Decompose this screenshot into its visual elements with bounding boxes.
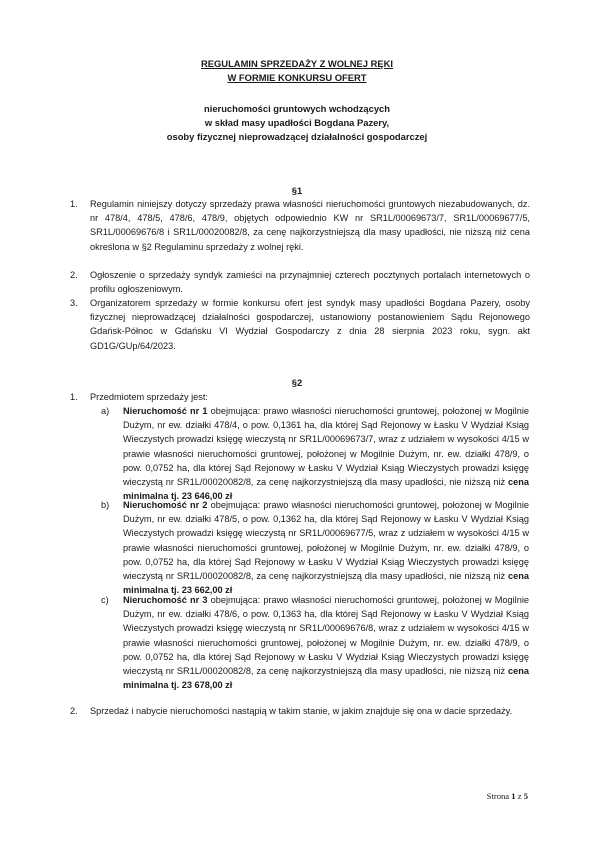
doc-subtitle-line1: nieruchomości gruntowych wchodzących	[204, 103, 390, 114]
page-total: 5	[523, 791, 528, 801]
item-number: 1.	[70, 199, 78, 209]
item-letter: a)	[101, 406, 110, 416]
doc-title-line1: REGULAMIN SPRZEDAŻY Z WOLNEJ RĘKI	[200, 58, 394, 69]
minimum-price: cena minimalna tj. 23 678,00 zł	[123, 666, 529, 691]
page-label: Strona	[486, 791, 510, 801]
item-number: 2.	[70, 706, 78, 716]
doc-title-line2: W FORMIE KONKURSU OFERT	[227, 72, 367, 83]
item-letter: b)	[101, 500, 110, 510]
property-name: Nieruchomość nr 2	[123, 500, 208, 510]
doc-subtitle-line2: w skład masy upadłości Bogdana Pazery,	[204, 117, 390, 128]
property-description: obejmująca: prawo własności nieruchomości gruntowej, położonej w Mogilnie Dużym, nr ew. działki 478/5, o pow. 0,1362 ha, dla której Sąd Rejonowy w Łasku V Wydział Ksiąg Wieczystych prowadzi księgę wieczystą nr SR1L/00069677/5, wraz z udziałem w wysokości 4/15 w prawie własności nieruchomości gruntowej, położonej w Mogilnie Dużym, nr. ew. działki 478/9, o pow. 0,0752 ha, dla której Sąd Rejonowy w Łasku V Wydział Ksiąg Wieczystych prowadzi księgę wieczystą nr SR1L/00020082/8, za cenę najkorzystniejszą dla masy upadłości, nie niższą niż	[123, 500, 529, 582]
property-text	[123, 498, 529, 597]
item-text: Organizatorem sprzedaży w formie konkursu ofert jest syndyk masy upadłości Bogdana Pazery, osoby fizycznej nieprowadzącej działalności gospodarczej, ustanowiony postanowieniem Sądu Rejonowego Gdańsk-Północ w Gdańsku VI Wydział Gospodarczy z dnia 28 sierpnia 2023 roku, sygn. akt GD1G/GUp/64/2023.	[90, 298, 530, 351]
item-number: 3.	[70, 298, 78, 308]
minimum-price: cena minimalna tj. 23 646,00 zł	[123, 477, 529, 502]
item-text: Sprzedaż i nabycie nieruchomości nastąpią w takim stanie, w jakim znajduje się ona w dacie sprzedaży.	[90, 706, 513, 716]
item-text: Ogłoszenie o sprzedaży syndyk zamieści na przynajmniej czterech pocztynych portalach internetowych o profilu ogłoszeniowym.	[90, 270, 530, 295]
page-current: 1	[511, 791, 516, 801]
section-2-heading: §2	[291, 377, 303, 388]
property-description: obejmująca: prawo własności nieruchomości gruntowej, położonej w Mogilnie Dużym, nr ew. działki 478/6, o pow. 0,1363 ha, dla której Sąd Rejonowy w Łasku V Wydział Ksiąg Wieczystych prowadzi księgę wieczystą nr SR1L/00069676/8, wraz z udziałem w wysokości 4/15 w prawie własności nieruchomości gruntowej, położonej w Mogilnie Dużym, nr. ew. działki 478/9, o pow. 0,0752 ha, dla której Sąd Rejonowy w Łasku V Wydział Ksiąg Wieczystych prowadzi księgę wieczystą nr SR1L/00020082/8, za cenę najkorzystniejszą dla masy upadłości, nie niższą niż	[123, 595, 529, 677]
section-1-heading: §1	[291, 185, 303, 196]
item-text: Przedmiotem sprzedaży jest:	[90, 392, 208, 402]
property-name: Nieruchomość nr 3	[123, 595, 208, 605]
item-number: 1.	[70, 392, 78, 402]
minimum-price: cena minimalna tj. 23 662,00 zł	[123, 571, 529, 596]
item-text: Regulamin niniejszy dotyczy sprzedaży prawa własności nieruchomości gruntowych niezabudowanych, dz. nr 478/4, 478/5, 478/6, 478/9, objętych odpowiednio KW nr SR1L/00069673/7, SR1L/00069677/5, SR1L/00069676/8 i SR1L/00020082/8, za cenę najkorzystniejszą dla masy upadłości, nie niższą niż cena określona w §2 Regulaminu sprzedaży z wolnej ręki.	[90, 199, 530, 252]
page-number	[487, 791, 528, 801]
item-number: 2.	[70, 270, 78, 280]
doc-subtitle-line3: osoby fizycznej nieprowadzącej działalności gospodarczej	[166, 131, 428, 142]
property-text	[123, 404, 529, 503]
property-text	[123, 593, 529, 692]
item-letter: c)	[101, 595, 109, 605]
property-description: obejmująca: prawo własności nieruchomości gruntowej, położonej w Mogilnie Dużym, nr ew. działki 478/4, o pow. 0,1361 ha, dla której Sąd Rejonowy w Łasku V Wydział Ksiąg Wieczystych prowadzi księgę wieczystą nr SR1L/00069673/7, wraz z udziałem w wysokości 4/15 w prawie własności nieruchomości gruntowej, położonej w Mogilnie Dużym, nr. ew. działki 478/9, o pow. 0,0752 ha, dla której Sąd Rejonowy w Łasku V Wydział Ksiąg Wieczystych prowadzi księgę wieczystą nr SR1L/00020082/8, za cenę najkorzystniejszą dla masy upadłości, nie niższą niż	[123, 406, 529, 488]
property-name: Nieruchomość nr 1	[123, 406, 208, 416]
page-sep: z	[517, 791, 522, 801]
